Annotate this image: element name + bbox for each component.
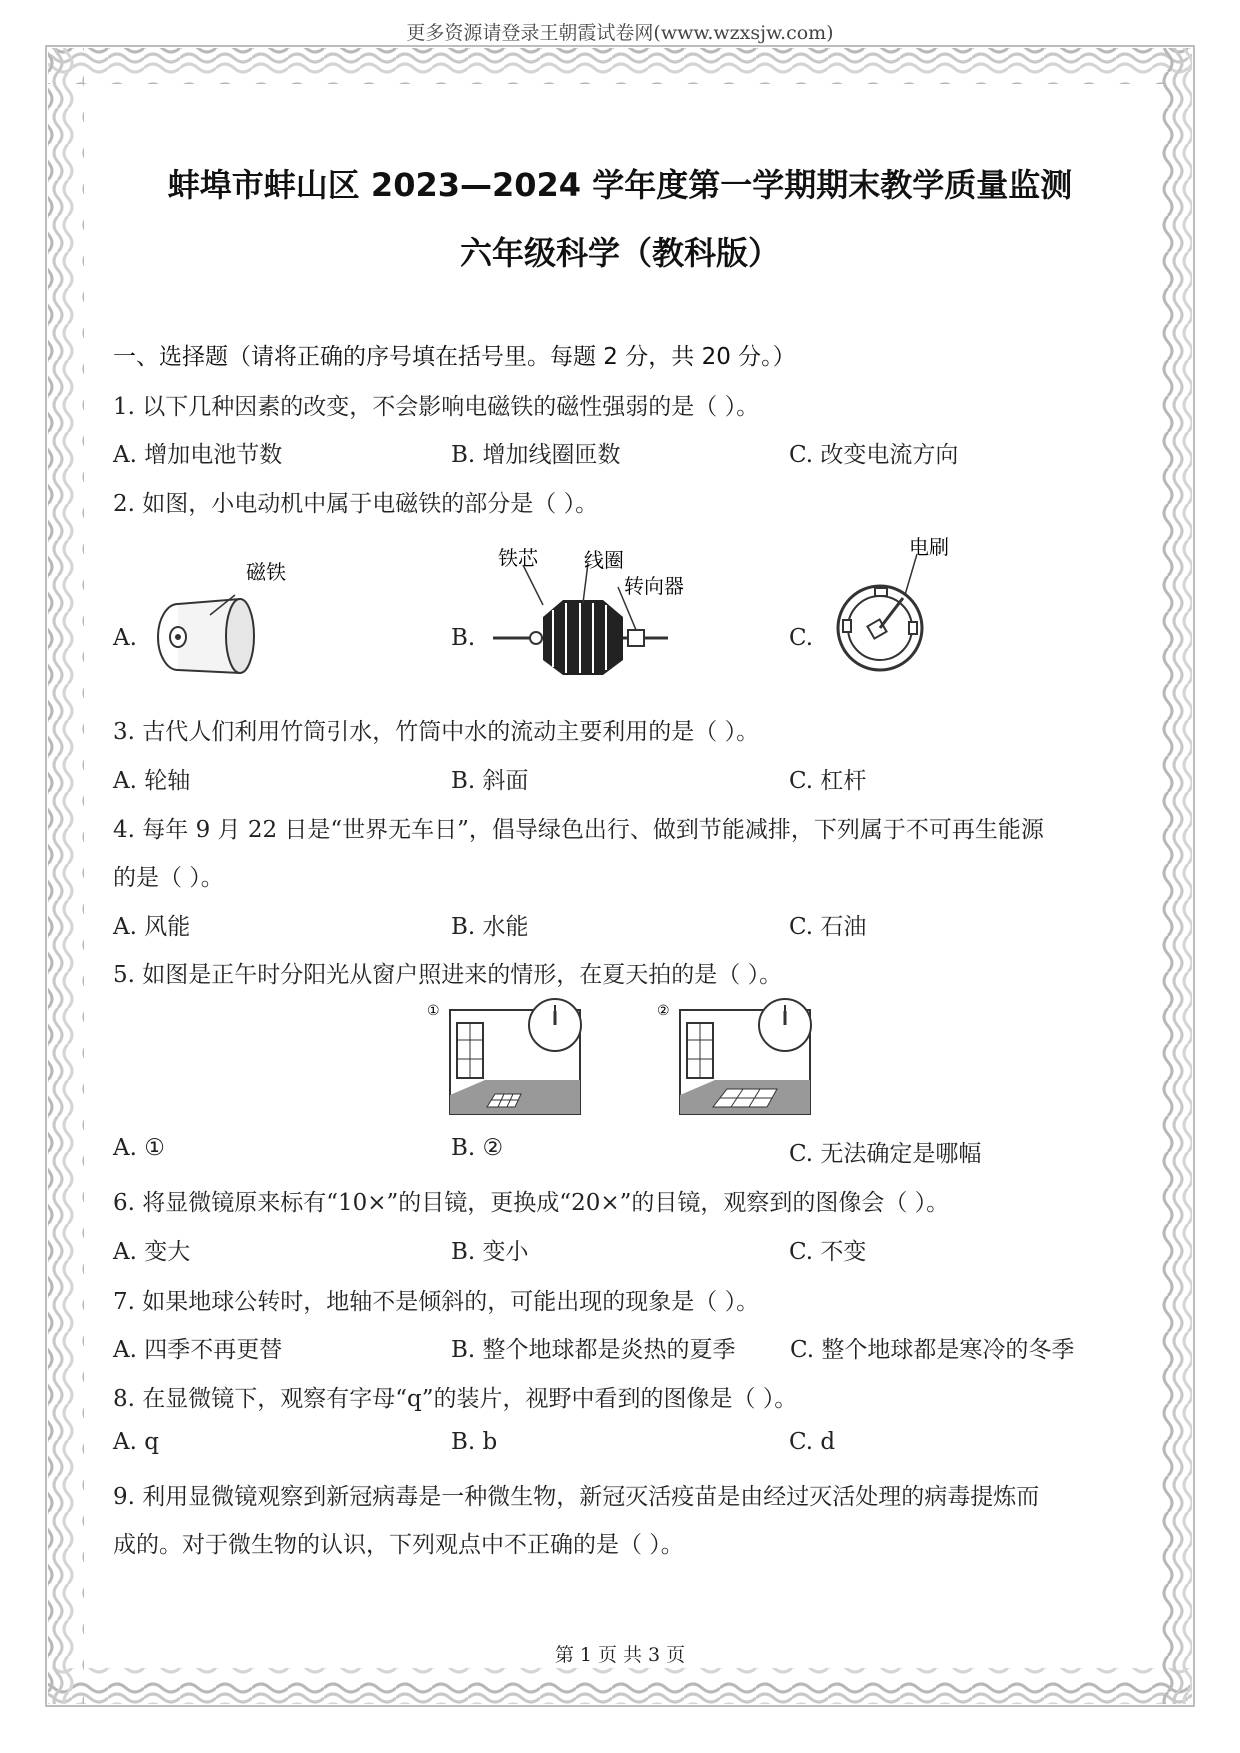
motor-armature-figure bbox=[488, 545, 684, 675]
svg-text:①: ① bbox=[427, 1003, 440, 1019]
exam-title: 蚌埠市蚌山区 2023—2024 学年度第一学期期末教学质量监测 bbox=[167, 166, 1073, 204]
option-b: B. bbox=[451, 625, 476, 651]
section-heading: 一、选择题（请将正确的序号填在括号里。每题 2 分，共 20 分。） bbox=[113, 344, 796, 370]
option-c: C. 不变 bbox=[789, 1239, 867, 1265]
question-1: 1. 以下几种因素的改变，不会影响电磁铁的磁性强弱的是（ ）。 bbox=[113, 394, 760, 420]
option-c: C. 石油 bbox=[789, 914, 867, 940]
option-b: B. b bbox=[451, 1429, 498, 1455]
option-a: A. 轮轴 bbox=[113, 768, 191, 794]
question-4-line2: 的是（ ）。 bbox=[113, 865, 224, 891]
label-commutator: 转向器 bbox=[624, 574, 684, 598]
option-b: B. ② bbox=[451, 1135, 504, 1161]
room-figure-2 bbox=[655, 995, 815, 1120]
option-b: B. 斜面 bbox=[451, 768, 529, 794]
question-2: 2. 如图，小电动机中属于电磁铁的部分是（ ）。 bbox=[113, 491, 599, 517]
question-9-line2: 成的。对于微生物的认识，下列观点中不正确的是（ ）。 bbox=[113, 1532, 684, 1558]
option-c: C. 无法确定是哪幅 bbox=[789, 1141, 982, 1167]
option-c: C. 杠杆 bbox=[789, 768, 867, 794]
option-a: A. q bbox=[113, 1429, 159, 1455]
svg-text:②: ② bbox=[657, 1003, 670, 1019]
option-b: B. 增加线圈匝数 bbox=[451, 442, 621, 468]
option-c: C. bbox=[789, 625, 814, 651]
option-a: A. 四季不再更替 bbox=[113, 1337, 283, 1363]
exam-subtitle: 六年级科学（教科版） bbox=[459, 234, 780, 272]
question-4-line1: 4. 每年 9 月 22 日是“世界无车日”，倡导绿色出行、做到节能减排，下列属于不可再生能源 bbox=[113, 817, 1044, 843]
option-b: B. 水能 bbox=[451, 914, 529, 940]
option-b: B. 整个地球都是炎热的夏季 bbox=[451, 1337, 736, 1363]
room-figure-1 bbox=[425, 995, 585, 1120]
motor-magnet-figure bbox=[150, 555, 286, 675]
motor-brush-figure bbox=[825, 535, 955, 680]
option-a: A. 风能 bbox=[113, 914, 191, 940]
option-c: C. 改变电流方向 bbox=[789, 442, 959, 468]
option-a: A. ① bbox=[113, 1135, 165, 1161]
question-3: 3. 古代人们利用竹筒引水，竹筒中水的流动主要利用的是（ ）。 bbox=[113, 719, 760, 745]
page-footer: 第 1 页 共 3 页 bbox=[554, 1644, 686, 1666]
option-a: A. bbox=[113, 625, 137, 651]
watermark-text: 更多资源请登录王朝霞试卷网(www.wzxsjw.com) bbox=[406, 22, 834, 44]
question-6: 6. 将显微镜原来标有“10×”的目镜，更换成“20×”的目镜，观察到的图像会（ ）。 bbox=[113, 1190, 950, 1216]
question-7: 7. 如果地球公转时，地轴不是倾斜的，可能出现的现象是（ ）。 bbox=[113, 1289, 760, 1315]
option-a: A. 变大 bbox=[113, 1239, 191, 1265]
question-9-line1: 9. 利用显微镜观察到新冠病毒是一种微生物，新冠灭活疫苗是由经过灭活处理的病毒提炼而 bbox=[113, 1484, 1040, 1510]
option-b: B. 变小 bbox=[451, 1239, 529, 1265]
option-c: C. d bbox=[789, 1429, 836, 1455]
label-magnet: 磁铁 bbox=[246, 560, 286, 584]
question-5: 5. 如图是正午时分阳光从窗户照进来的情形，在夏天拍的是（ ）。 bbox=[113, 962, 783, 988]
question-8: 8. 在显微镜下，观察有字母“q”的装片，视野中看到的图像是（ ）。 bbox=[113, 1386, 798, 1412]
label-brush: 电刷 bbox=[909, 535, 949, 559]
option-a: A. 增加电池节数 bbox=[113, 442, 283, 468]
option-c: C. 整个地球都是寒冷的冬季 bbox=[790, 1337, 1075, 1363]
label-iron-core: 铁芯 bbox=[498, 546, 538, 570]
label-coil: 线圈 bbox=[584, 548, 624, 572]
